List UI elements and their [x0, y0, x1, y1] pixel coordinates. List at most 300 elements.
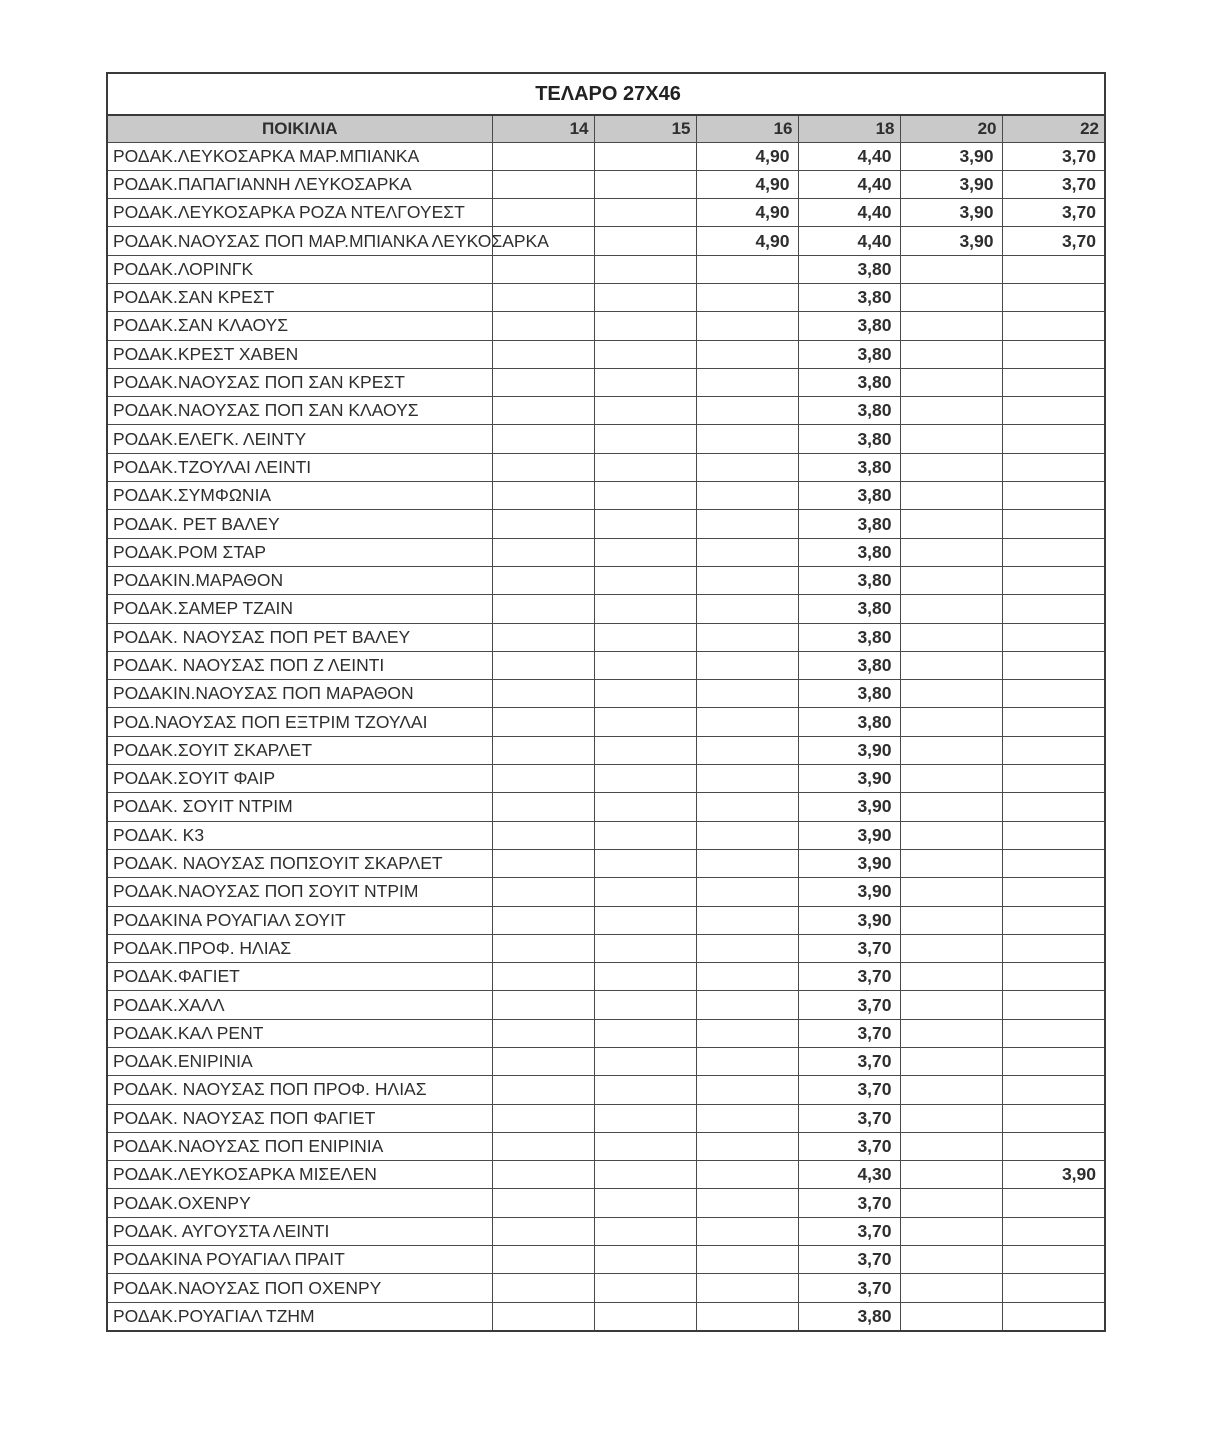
price-cell-15 — [594, 566, 696, 594]
price-cell-22 — [1002, 934, 1104, 962]
price-cell-15 — [594, 1189, 696, 1217]
price-cell-14 — [492, 793, 594, 821]
price-sheet — [106, 72, 1106, 1332]
price-cell-18: 3,80 — [798, 510, 900, 538]
price-cell-14 — [492, 1104, 594, 1132]
price-cell-18: 3,80 — [798, 255, 900, 283]
price-cell-16 — [696, 991, 798, 1019]
price-cell-15 — [594, 1274, 696, 1302]
table-body — [108, 142, 1104, 1330]
variety-cell: ΡΟΔΑΚ.ΝΑΟΥΣΑΣ ΠΟΠ ΣΟΥΙΤ ΝΤΡΙΜ — [108, 878, 492, 906]
price-cell-20 — [900, 1076, 1002, 1104]
price-cell-22 — [1002, 1274, 1104, 1302]
price-cell-18: 3,80 — [798, 708, 900, 736]
price-cell-16 — [696, 651, 798, 679]
price-cell-22 — [1002, 793, 1104, 821]
table-row — [108, 821, 1104, 849]
price-cell-14 — [492, 821, 594, 849]
price-cell-15 — [594, 963, 696, 991]
variety-cell: ΡΟΔΑΚ.ΚΑΛ ΡΕΝΤ — [108, 1019, 492, 1047]
price-cell-15 — [594, 397, 696, 425]
price-cell-22 — [1002, 510, 1104, 538]
price-cell-14 — [492, 1302, 594, 1330]
price-cell-18: 3,80 — [798, 566, 900, 594]
price-cell-18: 3,90 — [798, 793, 900, 821]
price-cell-16 — [696, 623, 798, 651]
price-cell-14 — [492, 566, 594, 594]
table-row — [108, 1019, 1104, 1047]
price-cell-22 — [1002, 312, 1104, 340]
price-cell-16 — [696, 906, 798, 934]
price-cell-16 — [696, 453, 798, 481]
variety-cell: ΡΟΔΑΚΙΝ.ΜΑΡΑΘΟΝ — [108, 566, 492, 594]
price-cell-20: 3,90 — [900, 227, 1002, 255]
table-row — [108, 1161, 1104, 1189]
variety-cell: ΡΟΔΑΚ.ΛΕΥΚΟΣΑΡΚΑ ΜΙΣΕΛΕΝ — [108, 1161, 492, 1189]
price-cell-15 — [594, 227, 696, 255]
price-cell-14 — [492, 425, 594, 453]
price-cell-22 — [1002, 1217, 1104, 1245]
price-cell-22 — [1002, 340, 1104, 368]
price-cell-22 — [1002, 708, 1104, 736]
table-row — [108, 255, 1104, 283]
price-cell-15 — [594, 651, 696, 679]
price-cell-14 — [492, 199, 594, 227]
price-cell-15 — [594, 878, 696, 906]
variety-cell: ΡΟΔΑΚΙΝΑ ΡΟΥΑΓΙΑΛ ΠΡΑΙΤ — [108, 1246, 492, 1274]
price-cell-15 — [594, 1048, 696, 1076]
column-header-22: 22 — [1002, 116, 1104, 142]
price-cell-18: 3,80 — [798, 623, 900, 651]
price-cell-18: 3,80 — [798, 425, 900, 453]
price-cell-18: 3,80 — [798, 1302, 900, 1330]
table-row — [108, 1217, 1104, 1245]
price-cell-16 — [696, 821, 798, 849]
price-cell-18: 4,30 — [798, 1161, 900, 1189]
table-row — [108, 142, 1104, 170]
price-cell-15 — [594, 1246, 696, 1274]
price-cell-22: 3,70 — [1002, 227, 1104, 255]
price-cell-16: 4,90 — [696, 199, 798, 227]
variety-cell: ΡΟΔΑΚ.ΣΑΝ ΚΡΕΣΤ — [108, 283, 492, 311]
price-cell-18: 3,80 — [798, 680, 900, 708]
price-cell-18: 3,70 — [798, 934, 900, 962]
price-cell-20 — [900, 595, 1002, 623]
price-cell-14 — [492, 849, 594, 877]
price-cell-18: 3,80 — [798, 538, 900, 566]
price-cell-14 — [492, 991, 594, 1019]
price-cell-20 — [900, 1302, 1002, 1330]
price-cell-14 — [492, 482, 594, 510]
price-cell-22 — [1002, 566, 1104, 594]
price-cell-16 — [696, 368, 798, 396]
price-cell-18: 3,70 — [798, 1076, 900, 1104]
variety-cell: ΡΟΔΑΚ.ΝΑΟΥΣΑΣ ΠΟΠ ΟΧΕΝΡΥ — [108, 1274, 492, 1302]
price-cell-15 — [594, 255, 696, 283]
variety-cell: ΡΟΔΑΚ.ΡΟΥΑΓΙΑΛ ΤΖΗΜ — [108, 1302, 492, 1330]
price-cell-16 — [696, 680, 798, 708]
price-cell-14 — [492, 1076, 594, 1104]
price-cell-14 — [492, 595, 594, 623]
table-row — [108, 1076, 1104, 1104]
price-cell-22 — [1002, 425, 1104, 453]
price-cell-16 — [696, 538, 798, 566]
price-cell-18: 3,80 — [798, 368, 900, 396]
price-cell-20 — [900, 793, 1002, 821]
price-cell-16 — [696, 1019, 798, 1047]
price-table — [108, 116, 1104, 1330]
price-cell-18: 4,40 — [798, 170, 900, 198]
variety-cell: ΡΟΔΑΚ. ΝΑΟΥΣΑΣ ΠΟΠ ΡΕΤ ΒΑΛΕΥ — [108, 623, 492, 651]
table-row — [108, 170, 1104, 198]
table-row — [108, 906, 1104, 934]
price-cell-22 — [1002, 736, 1104, 764]
table-row — [108, 1246, 1104, 1274]
price-cell-20 — [900, 1019, 1002, 1047]
price-cell-16 — [696, 595, 798, 623]
price-cell-16 — [696, 255, 798, 283]
price-cell-20 — [900, 510, 1002, 538]
price-cell-22 — [1002, 1132, 1104, 1160]
price-cell-18: 3,90 — [798, 878, 900, 906]
price-cell-22 — [1002, 651, 1104, 679]
variety-cell: ΡΟΔΑΚ.ΝΑΟΥΣΑΣ ΠΟΠ ΜΑΡ.ΜΠΙΑΝΚΑ ΛΕΥΚΟΣΑΡΚΑ — [108, 227, 492, 255]
price-cell-22 — [1002, 397, 1104, 425]
variety-cell: ΡΟΔΑΚ.ΤΖΟΥΛΑΙ ΛΕΙΝΤΙ — [108, 453, 492, 481]
variety-cell: ΡΟΔΑΚ.ΣΥΜΦΩΝΙΑ — [108, 482, 492, 510]
price-cell-20 — [900, 453, 1002, 481]
price-cell-14 — [492, 368, 594, 396]
price-cell-14 — [492, 651, 594, 679]
price-cell-18: 4,40 — [798, 142, 900, 170]
price-cell-18: 3,70 — [798, 963, 900, 991]
price-cell-14 — [492, 1246, 594, 1274]
variety-cell: ΡΟΔΑΚ.ΣΟΥΙΤ ΣΚΑΡΛΕΤ — [108, 736, 492, 764]
price-cell-14 — [492, 736, 594, 764]
price-cell-16 — [696, 312, 798, 340]
price-cell-22 — [1002, 878, 1104, 906]
price-cell-18: 3,70 — [798, 1132, 900, 1160]
table-row — [108, 623, 1104, 651]
variety-cell: ΡΟΔΑΚ.ΠΑΠΑΓΙΑΝΝΗ ΛΕΥΚΟΣΑΡΚΑ — [108, 170, 492, 198]
price-cell-14 — [492, 1048, 594, 1076]
table-row — [108, 736, 1104, 764]
price-cell-14 — [492, 1161, 594, 1189]
price-cell-15 — [594, 170, 696, 198]
price-cell-18: 3,70 — [798, 1217, 900, 1245]
price-cell-20 — [900, 255, 1002, 283]
price-cell-20 — [900, 425, 1002, 453]
table-row — [108, 680, 1104, 708]
variety-cell: ΡΟΔΑΚ.ΚΡΕΣΤ ΧΑΒΕΝ — [108, 340, 492, 368]
table-row — [108, 482, 1104, 510]
price-cell-20 — [900, 1246, 1002, 1274]
price-cell-15 — [594, 849, 696, 877]
price-cell-22 — [1002, 453, 1104, 481]
price-cell-16 — [696, 963, 798, 991]
price-cell-20 — [900, 538, 1002, 566]
price-cell-14 — [492, 538, 594, 566]
price-cell-18: 3,70 — [798, 991, 900, 1019]
price-cell-22 — [1002, 1104, 1104, 1132]
price-cell-15 — [594, 765, 696, 793]
variety-cell: ΡΟΔΑΚ.ΠΡΟΦ. ΗΛΙΑΣ — [108, 934, 492, 962]
price-cell-15 — [594, 453, 696, 481]
price-cell-14 — [492, 1274, 594, 1302]
table-row — [108, 991, 1104, 1019]
table-row — [108, 199, 1104, 227]
price-cell-14 — [492, 255, 594, 283]
price-cell-20 — [900, 340, 1002, 368]
header-row — [108, 116, 1104, 142]
price-cell-14 — [492, 1132, 594, 1160]
table-row — [108, 708, 1104, 736]
price-cell-14 — [492, 283, 594, 311]
price-cell-16 — [696, 566, 798, 594]
price-cell-22 — [1002, 680, 1104, 708]
price-cell-15 — [594, 1161, 696, 1189]
column-header-18: 18 — [798, 116, 900, 142]
table-row — [108, 227, 1104, 255]
variety-cell: ΡΟΔΑΚ.ΛΟΡΙΝΓΚ — [108, 255, 492, 283]
price-cell-18: 3,90 — [798, 765, 900, 793]
price-cell-16 — [696, 1048, 798, 1076]
price-cell-16 — [696, 1274, 798, 1302]
price-cell-14 — [492, 623, 594, 651]
price-cell-15 — [594, 906, 696, 934]
price-cell-14 — [492, 453, 594, 481]
price-cell-15 — [594, 595, 696, 623]
table-row — [108, 878, 1104, 906]
price-cell-16 — [696, 1161, 798, 1189]
price-cell-18: 3,80 — [798, 397, 900, 425]
column-header-20: 20 — [900, 116, 1002, 142]
variety-cell: ΡΟΔΑΚΙΝ.ΝΑΟΥΣΑΣ ΠΟΠ ΜΑΡΑΘΟΝ — [108, 680, 492, 708]
price-cell-16 — [696, 510, 798, 538]
price-cell-22 — [1002, 906, 1104, 934]
table-row — [108, 1048, 1104, 1076]
variety-cell: ΡΟΔΑΚ.ΣΑΝ ΚΛΑΟΥΣ — [108, 312, 492, 340]
variety-cell: ΡΟΔΑΚ.ΝΑΟΥΣΑΣ ΠΟΠ ΣΑΝ ΚΡΕΣΤ — [108, 368, 492, 396]
price-cell-16: 4,90 — [696, 170, 798, 198]
price-cell-16 — [696, 1246, 798, 1274]
price-cell-20 — [900, 1274, 1002, 1302]
price-cell-22 — [1002, 991, 1104, 1019]
price-cell-22: 3,90 — [1002, 1161, 1104, 1189]
price-cell-22 — [1002, 1302, 1104, 1330]
price-cell-18: 3,80 — [798, 283, 900, 311]
price-cell-18: 3,90 — [798, 821, 900, 849]
price-cell-22 — [1002, 255, 1104, 283]
table-row — [108, 1189, 1104, 1217]
price-cell-15 — [594, 623, 696, 651]
table-row — [108, 934, 1104, 962]
price-cell-15 — [594, 1132, 696, 1160]
price-cell-20 — [900, 1048, 1002, 1076]
price-cell-16 — [696, 878, 798, 906]
price-cell-22 — [1002, 482, 1104, 510]
price-cell-20: 3,90 — [900, 199, 1002, 227]
variety-cell: ΡΟΔΑΚ. ΝΑΟΥΣΑΣ ΠΟΠ ΠΡΟΦ. ΗΛΙΑΣ — [108, 1076, 492, 1104]
price-cell-20 — [900, 1132, 1002, 1160]
price-cell-20: 3,90 — [900, 142, 1002, 170]
table-row — [108, 283, 1104, 311]
price-cell-14 — [492, 1019, 594, 1047]
price-cell-20 — [900, 312, 1002, 340]
price-cell-15 — [594, 368, 696, 396]
variety-cell: ΡΟΔΑΚ. ΝΑΟΥΣΑΣ ΠΟΠΣΟΥΙΤ ΣΚΑΡΛΕΤ — [108, 849, 492, 877]
price-cell-18: 3,70 — [798, 1019, 900, 1047]
price-cell-14 — [492, 340, 594, 368]
variety-cell: ΡΟΔΑΚ.ΧΑΛΛ — [108, 991, 492, 1019]
price-cell-16 — [696, 708, 798, 736]
price-cell-15 — [594, 708, 696, 736]
price-cell-20 — [900, 1161, 1002, 1189]
price-cell-15 — [594, 1104, 696, 1132]
price-cell-22 — [1002, 623, 1104, 651]
variety-cell: ΡΟΔΑΚ.ΣΑΜΕΡ ΤΖΑΙΝ — [108, 595, 492, 623]
price-cell-18: 4,40 — [798, 227, 900, 255]
price-cell-22 — [1002, 538, 1104, 566]
price-cell-22 — [1002, 1019, 1104, 1047]
price-cell-20 — [900, 934, 1002, 962]
price-cell-16 — [696, 1104, 798, 1132]
price-cell-22 — [1002, 595, 1104, 623]
variety-cell: ΡΟΔΑΚ. ΑΥΓΟΥΣΤΑ ΛΕΙΝΤΙ — [108, 1217, 492, 1245]
price-cell-18: 3,80 — [798, 453, 900, 481]
price-cell-15 — [594, 736, 696, 764]
price-cell-20 — [900, 1104, 1002, 1132]
table-row — [108, 963, 1104, 991]
price-cell-15 — [594, 312, 696, 340]
table-row — [108, 765, 1104, 793]
price-cell-20 — [900, 623, 1002, 651]
table-row — [108, 425, 1104, 453]
variety-cell: ΡΟΔΑΚ. ΡΕΤ ΒΑΛΕΥ — [108, 510, 492, 538]
variety-cell: ΡΟΔΑΚ.ΡΟΜ ΣΤΑΡ — [108, 538, 492, 566]
price-cell-22 — [1002, 821, 1104, 849]
price-cell-18: 3,90 — [798, 849, 900, 877]
column-header-15: 15 — [594, 116, 696, 142]
price-cell-15 — [594, 934, 696, 962]
column-header-variety: ΠΟΙΚΙΛΙΑ — [108, 116, 492, 142]
price-cell-18: 3,90 — [798, 906, 900, 934]
variety-cell: ΡΟΔΑΚ.ΦΑΓΙΕΤ — [108, 963, 492, 991]
price-cell-18: 3,70 — [798, 1189, 900, 1217]
variety-cell: ΡΟΔΑΚ. ΝΑΟΥΣΑΣ ΠΟΠ Ζ ΛΕΙΝΤΙ — [108, 651, 492, 679]
price-cell-22: 3,70 — [1002, 199, 1104, 227]
price-cell-15 — [594, 1217, 696, 1245]
price-cell-20 — [900, 906, 1002, 934]
price-cell-15 — [594, 425, 696, 453]
table-row — [108, 1274, 1104, 1302]
table-row — [108, 1302, 1104, 1330]
price-cell-16 — [696, 482, 798, 510]
table-row — [108, 538, 1104, 566]
price-cell-22 — [1002, 963, 1104, 991]
price-cell-15 — [594, 1076, 696, 1104]
table-row — [108, 566, 1104, 594]
price-cell-18: 3,90 — [798, 736, 900, 764]
price-cell-16 — [696, 793, 798, 821]
price-cell-14 — [492, 142, 594, 170]
price-cell-22 — [1002, 283, 1104, 311]
price-cell-16 — [696, 765, 798, 793]
table-row — [108, 849, 1104, 877]
variety-cell: ΡΟΔΑΚ.ΛΕΥΚΟΣΑΡΚΑ ΡΟΖΑ ΝΤΕΛΓΟΥΕΣΤ — [108, 199, 492, 227]
price-cell-14 — [492, 312, 594, 340]
price-cell-16 — [696, 283, 798, 311]
table-row — [108, 340, 1104, 368]
table-header — [108, 116, 1104, 142]
price-cell-20 — [900, 680, 1002, 708]
price-cell-22: 3,70 — [1002, 170, 1104, 198]
price-cell-15 — [594, 199, 696, 227]
price-cell-15 — [594, 510, 696, 538]
price-cell-16 — [696, 849, 798, 877]
price-cell-14 — [492, 934, 594, 962]
variety-cell: ΡΟΔΑΚ.ΝΑΟΥΣΑΣ ΠΟΠ ΣΑΝ ΚΛΑΟΥΣ — [108, 397, 492, 425]
price-cell-20 — [900, 283, 1002, 311]
price-cell-16 — [696, 1302, 798, 1330]
price-cell-22 — [1002, 368, 1104, 396]
price-cell-15 — [594, 538, 696, 566]
table-row — [108, 453, 1104, 481]
price-cell-18: 4,40 — [798, 199, 900, 227]
column-header-16: 16 — [696, 116, 798, 142]
price-cell-15 — [594, 1019, 696, 1047]
price-cell-20 — [900, 708, 1002, 736]
variety-cell: ΡΟΔΑΚ.ΛΕΥΚΟΣΑΡΚΑ ΜΑΡ.ΜΠΙΑΝΚΑ — [108, 142, 492, 170]
variety-cell: ΡΟΔΑΚ. ΣΟΥΙΤ ΝΤΡΙΜ — [108, 793, 492, 821]
table-row — [108, 312, 1104, 340]
table-row — [108, 510, 1104, 538]
price-cell-15 — [594, 340, 696, 368]
price-cell-20 — [900, 368, 1002, 396]
price-cell-16 — [696, 1076, 798, 1104]
price-cell-14 — [492, 878, 594, 906]
price-cell-14 — [492, 906, 594, 934]
price-cell-20 — [900, 651, 1002, 679]
price-cell-22 — [1002, 765, 1104, 793]
price-cell-15 — [594, 991, 696, 1019]
price-cell-22 — [1002, 1076, 1104, 1104]
price-cell-14 — [492, 963, 594, 991]
price-cell-18: 3,80 — [798, 595, 900, 623]
price-cell-15 — [594, 821, 696, 849]
price-cell-15 — [594, 1302, 696, 1330]
price-cell-16 — [696, 340, 798, 368]
price-cell-20 — [900, 566, 1002, 594]
price-cell-20 — [900, 482, 1002, 510]
price-cell-14 — [492, 765, 594, 793]
variety-cell: ΡΟΔΑΚ.ΝΑΟΥΣΑΣ ΠΟΠ ΕΝΙΡΙΝΙΑ — [108, 1132, 492, 1160]
price-cell-20 — [900, 963, 1002, 991]
table-row — [108, 1104, 1104, 1132]
table-row — [108, 397, 1104, 425]
price-cell-18: 3,70 — [798, 1048, 900, 1076]
price-cell-18: 3,80 — [798, 482, 900, 510]
variety-cell: ΡΟΔΑΚ. Κ3 — [108, 821, 492, 849]
price-cell-20: 3,90 — [900, 170, 1002, 198]
price-cell-14 — [492, 680, 594, 708]
price-cell-15 — [594, 793, 696, 821]
price-cell-16: 4,90 — [696, 142, 798, 170]
price-cell-22 — [1002, 1246, 1104, 1274]
price-cell-16: 4,90 — [696, 227, 798, 255]
column-header-14: 14 — [492, 116, 594, 142]
price-cell-15 — [594, 283, 696, 311]
